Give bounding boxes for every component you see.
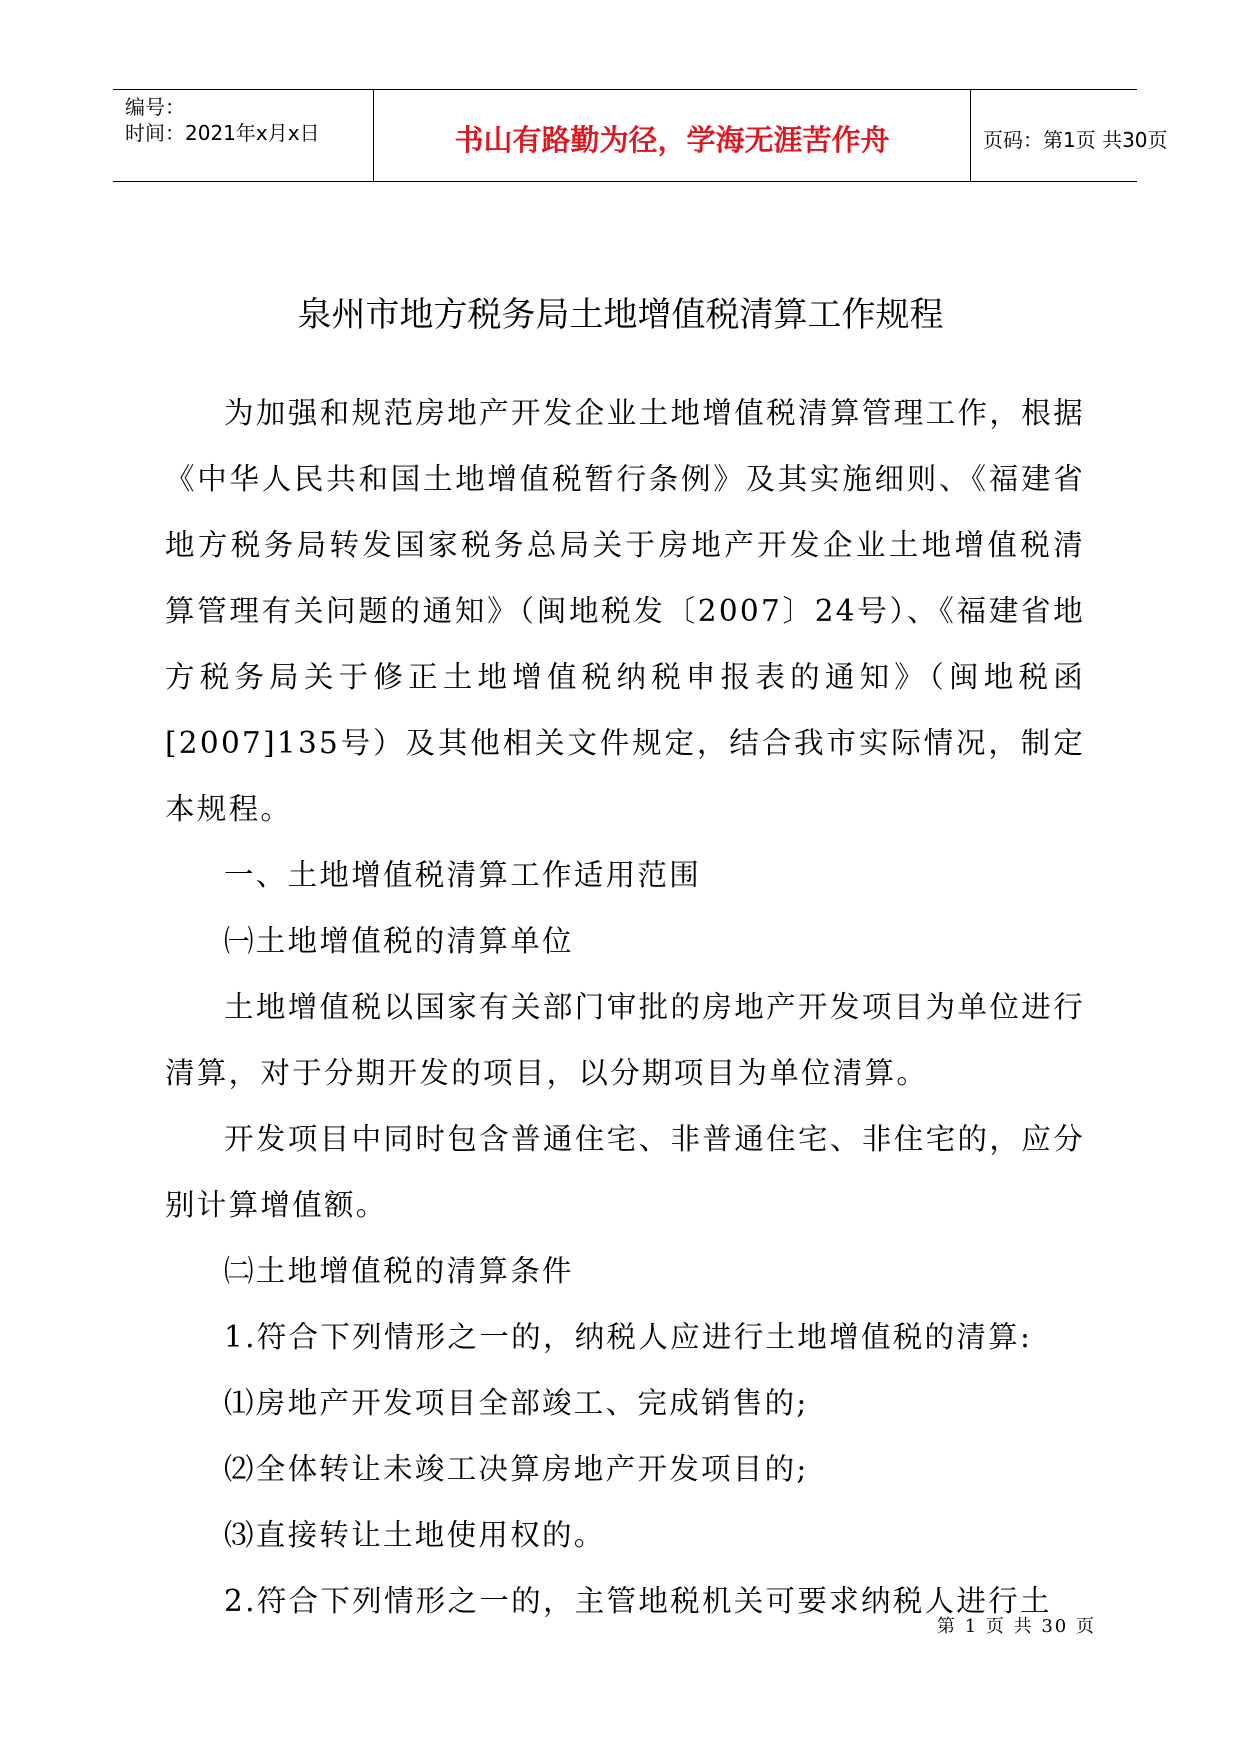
paragraph: 2.符合下列情形之一的，主管地税机关可要求纳税人进行土	[224, 1584, 1052, 1618]
document-number: 编号：	[125, 95, 185, 119]
list-item: ⑴房地产开发项目全部竣工、完成销售的;	[224, 1386, 809, 1420]
paragraph: 为加强和规范房地产开发企业土地增值税清算管理工作，根据《中华人民共和国土地增值税暂行条例》及其实施细则、《福建省地方税务局转发国家税务总局关于房地产开发企业土地增值税清算管理有关问题的通知》（闽地税发〔2007〕24号）、《福建省地方税务局关于修正土地增值税纳税申报表的通知》（闽地税函[2007]135号）及其他相关文件规定，结合我市实际情况，制定本规程。	[165, 396, 1085, 826]
document-time: 时间：2021年x月x日	[125, 121, 320, 145]
document-body	[165, 380, 1085, 1634]
document-header	[113, 89, 1168, 182]
list-item: ⑶直接转让土地使用权的。	[224, 1518, 606, 1552]
subsection-heading: ㈡土地增值税的清算条件	[224, 1254, 574, 1288]
paragraph: 开发项目中同时包含普通住宅、非普通住宅、非住宅的，应分别计算增值额。	[165, 1122, 1085, 1222]
header-page-info: 页码：第1页 共30页	[983, 128, 1168, 152]
paragraph: 1.符合下列情形之一的，纳税人应进行土地增值税的清算:	[224, 1320, 1033, 1354]
section-heading: 一、土地增值税清算工作适用范围	[224, 858, 702, 892]
paragraph: 土地增值税以国家有关部门审批的房地产开发项目为单位进行清算，对于分期开发的项目，以分期项目为单位清算。	[165, 990, 1085, 1090]
header-page-cell	[971, 90, 1168, 181]
subsection-heading: ㈠土地增值税的清算单位	[224, 924, 574, 958]
list-item: ⑵全体转让未竣工决算房地产开发项目的;	[224, 1452, 809, 1486]
page-footer: 第 1 页 共 30 页	[937, 1616, 1096, 1637]
document-title: 泉州市地方税务局土地增值税清算工作规程	[297, 295, 944, 335]
header-meta-cell	[113, 90, 374, 181]
header-motto-cell	[374, 90, 971, 181]
motto: 书山有路勤为径，学海无涯苦作舟	[454, 123, 890, 157]
